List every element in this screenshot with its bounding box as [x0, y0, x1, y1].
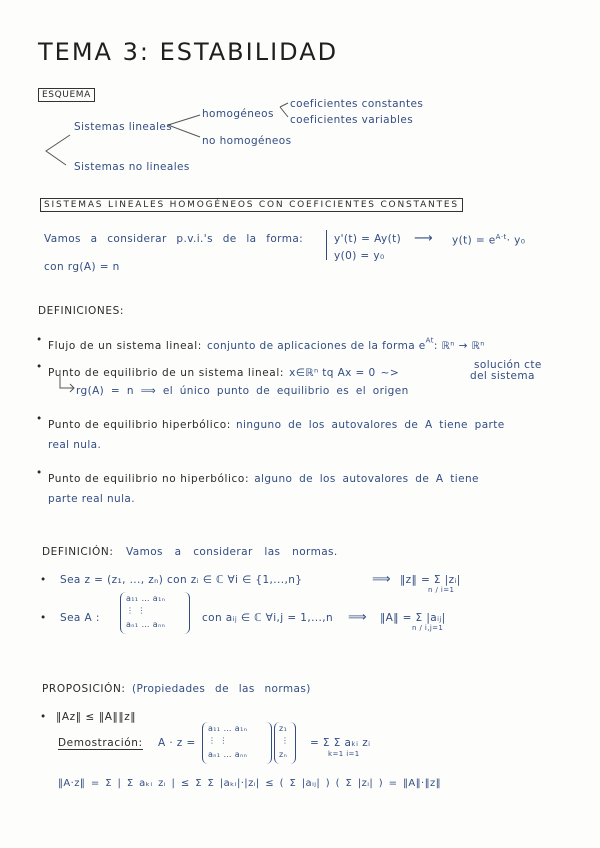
demo-lhs: A · z = — [158, 737, 196, 749]
demo-vector — [274, 722, 296, 764]
demo-vector-z1: z₁ — [279, 724, 288, 733]
demo-rhs: = Σ Σ aₖᵢ zᵢ — [310, 737, 371, 749]
def4-text2: parte real nula. — [48, 493, 135, 505]
solution-tail: · y₀ — [506, 234, 526, 247]
eq-initial: y(0) = y₀ — [334, 250, 385, 262]
bullet-icon: • — [40, 612, 47, 624]
matrix-row1: a₁₁ … a₁ₙ — [126, 594, 166, 603]
bullet-icon: • — [40, 711, 47, 723]
norm-A-limits: n / i,j=1 — [412, 624, 444, 632]
demo-matrix — [202, 722, 272, 764]
bullet-icon: • — [36, 413, 43, 425]
section-header: SISTEMAS LINEALES HOMOGÉNEOS CON COEFICIENTES CONSTANTES — [40, 198, 463, 212]
matrix-row-n: aₙ₁ … aₙₙ — [126, 620, 166, 629]
definiciones-title: DEFINICIONES: — [38, 305, 124, 317]
schema-sistemas-no-lineales: Sistemas no lineales — [74, 161, 190, 173]
schema-no-homogeneos: no homogéneos — [202, 135, 292, 147]
sea1: Sea z = (z₁, ..., zₙ) con zᵢ ∈ ℂ ∀i ∈ {1,...,n} — [60, 574, 303, 586]
norm-z: ‖z‖ = Σ |zᵢ| — [400, 574, 461, 586]
def1-term: Flujo de un sistema lineal: — [48, 340, 202, 352]
definicion-title: DEFINICIÓN: — [42, 546, 114, 558]
esquema-label: ESQUEMA — [38, 88, 95, 102]
proposicion-subtitle: (Propiedades de las normas) — [132, 683, 311, 695]
matrix-A — [120, 592, 190, 634]
implies2: ⟹ — [348, 610, 368, 625]
definicion-intro: Vamos a considerar las normas. — [126, 546, 338, 558]
demo-matrix-row1: a₁₁ … a₁ₙ — [208, 724, 248, 733]
arrow-solution: ⟶ — [414, 231, 434, 246]
proposicion-item: ‖Az‖ ≤ ‖A‖‖z‖ — [56, 711, 137, 723]
def1 — [48, 334, 485, 353]
def2-arrow: ~> — [380, 367, 400, 379]
section1-rank: con rg(A) = n — [44, 261, 120, 273]
def2 — [48, 361, 399, 380]
def2-term: Punto de equilibrio de un sistema lineal: — [48, 367, 284, 379]
schema-coef-constantes: coeficientes constantes — [290, 98, 424, 110]
def2-sol1: solución cte — [474, 359, 542, 371]
system-brace — [326, 230, 329, 260]
solution-base: y(t) = e — [452, 234, 496, 247]
demo-matrix-row-n: aₙ₁ … aₙₙ — [208, 750, 248, 759]
proposicion-title: PROPOSICIÓN: — [42, 683, 126, 695]
def3-text2: real nula. — [48, 439, 102, 451]
def1-text: conjunto de aplicaciones de la forma e — [206, 340, 426, 352]
section1-intro: Vamos a considerar p.v.i.'s de la forma: — [44, 233, 304, 245]
bullet-icon: • — [36, 361, 43, 373]
def3-term: Punto de equilibrio hiperbólico: — [48, 419, 231, 431]
page-title: TEMA 3: ESTABILIDAD — [38, 38, 339, 66]
demo-vector-dots: ⋮ — [281, 736, 290, 745]
bullet-icon: • — [36, 467, 43, 479]
sub-arrow-icon — [58, 372, 78, 394]
def4-term: Punto de equilibrio no hiperbólico: — [48, 473, 250, 485]
solution-exp: A·t — [495, 233, 507, 241]
def4 — [48, 467, 479, 486]
schema-coef-variables: coeficientes variables — [290, 114, 414, 126]
cond2: con aᵢⱼ ∈ ℂ ∀i,j = 1,...,n — [202, 612, 334, 624]
norm-A: ‖A‖ = Σ |aᵢⱼ| — [380, 612, 446, 624]
implies1: ⟹ — [372, 572, 392, 587]
def3 — [48, 413, 505, 432]
bullet-icon: • — [40, 574, 47, 586]
schema-homogeneos: homogéneos — [202, 108, 274, 120]
def2-sol2: del sistema — [470, 370, 535, 382]
def3-text: ninguno de los autovalores de A tiene parte — [235, 419, 505, 431]
def1-tail: : ℝⁿ → ℝⁿ — [433, 340, 485, 352]
def2-sub: rg(A) = n ⟹ el único punto de equilibrio es el origen — [76, 385, 409, 397]
def4-text: alguno de los autovalores de A tiene — [254, 473, 479, 485]
eq-ode: y'(t) = Ay(t) — [334, 233, 402, 245]
schema-sistemas-lineales: Sistemas lineales — [74, 121, 173, 133]
sea2: Sea A : — [60, 612, 100, 624]
solution — [452, 233, 525, 247]
demo-matrix-dots: ⋮ ⋮ — [208, 736, 228, 745]
demo-rhs-limits: k=1 i=1 — [328, 750, 360, 758]
demo-vector-zn: zₙ — [279, 750, 288, 759]
bullet-icon: • — [36, 334, 43, 346]
matrix-dots: ⋮ ⋮ — [126, 606, 146, 615]
demo-chain: ‖A·z‖ = Σ | Σ aₖᵢ zᵢ | ≤ Σ Σ |aₖᵢ|·|zᵢ| ≤ ( Σ |aᵢⱼ| ) ( Σ |zᵢ| ) = ‖A‖·‖z‖ — [58, 778, 442, 789]
norm-z-limits: n / i=1 — [428, 586, 455, 594]
demo-label: Demostración: — [58, 737, 143, 749]
def1-exp: At — [425, 336, 434, 345]
def2-text: x∈ℝⁿ tq Ax = 0 — [289, 367, 376, 379]
